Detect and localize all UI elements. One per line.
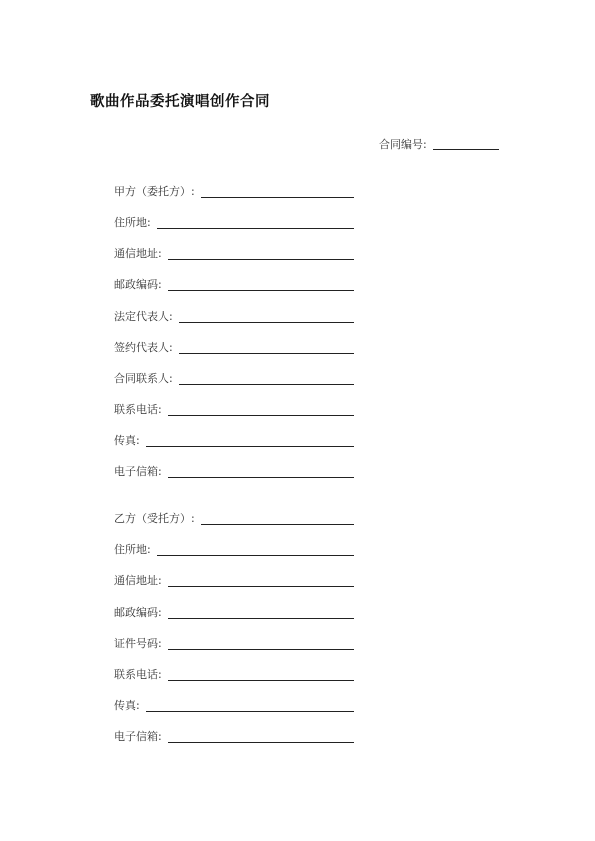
party-b-phone-field [114, 666, 354, 682]
field-label: 通信地址: [114, 574, 162, 587]
field-label: 电子信箱: [114, 730, 162, 743]
party-b-name-blank[interactable] [201, 523, 354, 525]
party-a-legal-rep-blank[interactable] [179, 321, 354, 323]
party-a-contact-person-blank[interactable] [179, 383, 354, 385]
party-a-email-blank[interactable] [168, 476, 354, 478]
contract-number-blank[interactable] [433, 148, 499, 150]
field-label: 签约代表人: [114, 341, 173, 354]
party-b-phone-blank[interactable] [168, 679, 354, 681]
field-label: 联系电话: [114, 403, 162, 416]
field-label: 法定代表人: [114, 310, 173, 323]
party-b-email-blank[interactable] [168, 741, 354, 743]
party-a-fax-blank[interactable] [146, 445, 354, 447]
party-a-address-field [114, 214, 354, 230]
party-a-signing-rep-blank[interactable] [179, 352, 354, 354]
party-b-address-blank[interactable] [157, 554, 354, 556]
party-a-legal-rep-field [114, 308, 354, 324]
party-a-email-field [114, 463, 354, 479]
contract-number-field [379, 136, 499, 152]
document-title: 歌曲作品委托演唱创作合同 [90, 94, 270, 110]
field-label: 邮政编码: [114, 606, 162, 619]
party-a-postal-code-field [114, 276, 354, 292]
party-b-name-field [114, 510, 354, 526]
party-a-phone-field [114, 401, 354, 417]
party-a-phone-blank[interactable] [168, 414, 354, 416]
party-a-mailing-address-blank[interactable] [168, 258, 354, 260]
party-a-postal-code-blank[interactable] [168, 289, 354, 291]
field-label: 甲方（委托方）: [114, 185, 195, 198]
field-label: 合同联系人: [114, 372, 173, 385]
party-b-mailing-address-blank[interactable] [168, 585, 354, 587]
party-a-fax-field [114, 432, 354, 448]
party-b-postal-code-field [114, 604, 354, 620]
field-label: 证件号码: [114, 637, 162, 650]
party-b-id-number-blank[interactable] [168, 648, 354, 650]
party-b-fax-blank[interactable] [146, 710, 354, 712]
contract-number-label: 合同编号: [379, 138, 427, 151]
party-b-email-field [114, 728, 354, 744]
party-a-address-blank[interactable] [157, 227, 354, 229]
field-label: 住所地: [114, 543, 151, 556]
field-label: 邮政编码: [114, 278, 162, 291]
party-a-signing-rep-field [114, 339, 354, 355]
party-b-address-field [114, 541, 354, 557]
field-label: 传真: [114, 699, 140, 712]
field-label: 乙方（受托方）: [114, 512, 195, 525]
field-label: 传真: [114, 434, 140, 447]
field-label: 住所地: [114, 216, 151, 229]
party-b-fax-field [114, 697, 354, 713]
field-label: 联系电话: [114, 668, 162, 681]
party-a-contact-person-field [114, 370, 354, 386]
party-a-name-blank[interactable] [201, 196, 354, 198]
party-b-id-number-field [114, 635, 354, 651]
party-a-mailing-address-field [114, 245, 354, 261]
party-a-name-field [114, 183, 354, 199]
field-label: 电子信箱: [114, 465, 162, 478]
party-b-mailing-address-field [114, 572, 354, 588]
party-b-postal-code-blank[interactable] [168, 617, 354, 619]
field-label: 通信地址: [114, 247, 162, 260]
